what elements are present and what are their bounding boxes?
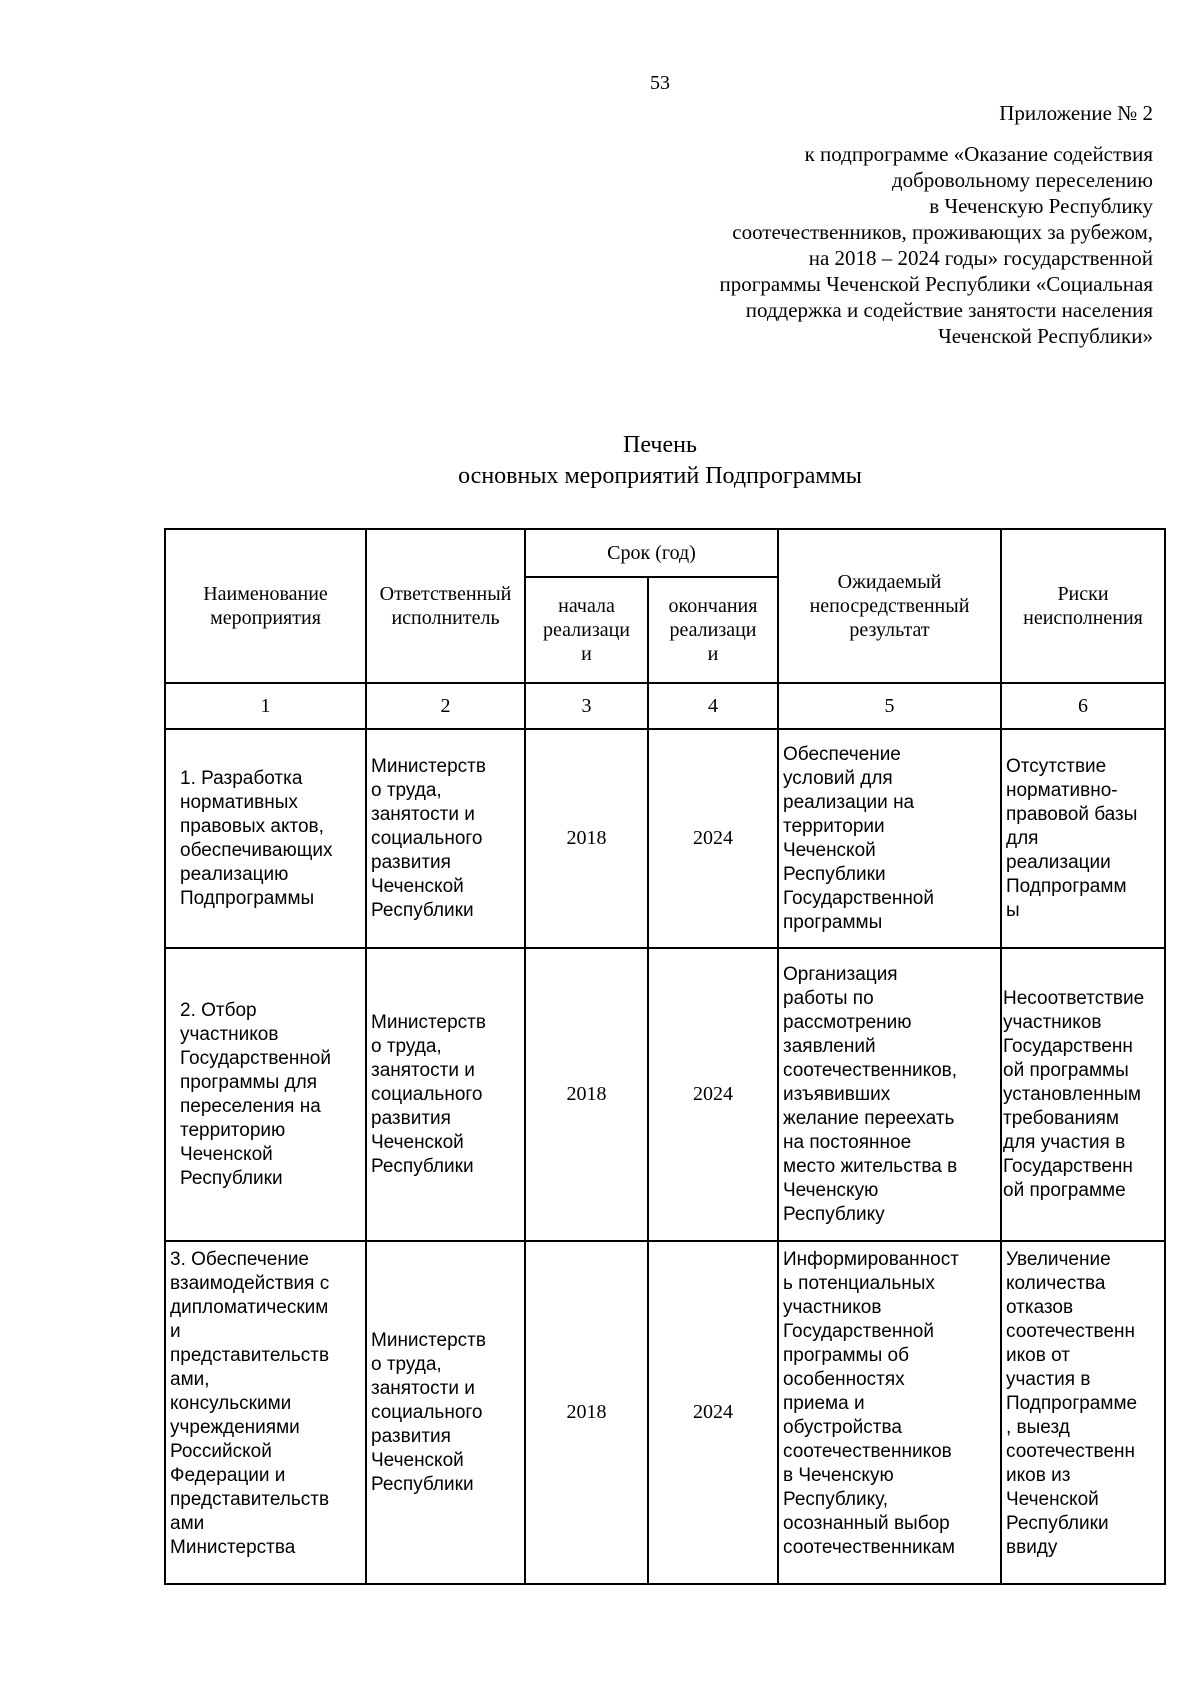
appendix-line: поддержка и содействие занятости населения — [745, 298, 1153, 322]
event-start-year: 2018 — [525, 1241, 648, 1584]
events-table — [164, 528, 1166, 1585]
event-risks: Несоответствие участников Государственн ой программы установленным требованиям для участия в Государственн ой программе — [1001, 948, 1165, 1241]
event-name: 3. Обеспечение взаимодействия с дипломатическим и представительств ами, консульскими учреждениями Российской Федерации и представительств ами Министерства — [165, 1241, 366, 1584]
column-number: 4 — [648, 683, 778, 729]
column-number: 1 — [165, 683, 366, 729]
header-end: окончания реализаци и — [648, 577, 778, 683]
event-end-year: 2024 — [648, 729, 778, 948]
appendix-reference — [593, 141, 1153, 349]
event-name: 2. Отбор участников Государственной программы для переселения на территорию Чеченской Республики — [165, 948, 366, 1241]
header-executor: Ответственный исполнитель — [366, 529, 525, 683]
event-result: Обеспечение условий для реализации на территории Чеченской Республики Государственной программы — [778, 729, 1001, 948]
event-executor: Министерств о труда, занятости и социального развития Чеченской Республики — [366, 1241, 525, 1584]
event-risks: Отсутствие нормативно- правовой базы для реализации Подпрограмм ы — [1001, 729, 1165, 948]
header-result: Ожидаемый непосредственный результат — [778, 529, 1001, 683]
document-title-line2: основных мероприятий Подпрограммы — [458, 463, 862, 489]
appendix-line: программы Чеченской Республики «Социальная — [719, 272, 1153, 296]
header-start: начала реализаци и — [525, 577, 648, 683]
column-number: 3 — [525, 683, 648, 729]
event-name: 1. Разработка нормативных правовых актов, обеспечивающих реализацию Подпрограммы — [165, 729, 366, 948]
event-executor: Министерств о труда, занятости и социального развития Чеченской Республики — [366, 948, 525, 1241]
appendix-line: в Чеченскую Республику — [929, 194, 1153, 218]
header-term: Срок (год) — [525, 529, 778, 577]
event-start-year: 2018 — [525, 948, 648, 1241]
appendix-line: на 2018 – 2024 годы» государственной — [808, 246, 1153, 270]
appendix-line: соотечественников, проживающих за рубежом, — [732, 220, 1153, 244]
appendix-line: к подпрограмме «Оказание содействия — [804, 142, 1153, 166]
column-number: 6 — [1001, 683, 1165, 729]
event-result: Информированност ь потенциальных участников Государственной программы об особенностях приема и обустройства соотечественников в Чеченскую Республику, осознанный выбор соотечественникам — [778, 1241, 1001, 1584]
event-end-year: 2024 — [648, 1241, 778, 1584]
event-result: Организация работы по рассмотрению заявлений соотечественников, изъявивших желание переехать на постоянное место жительства в Чеченскую Республику — [778, 948, 1001, 1241]
appendix-line: Чеченской Республики» — [938, 324, 1153, 348]
appendix-title: Приложение № 2 — [999, 101, 1153, 125]
appendix-line: добровольному переселению — [891, 168, 1153, 192]
column-number: 2 — [366, 683, 525, 729]
event-risks: Увеличение количества отказов соотечественн иков от участия в Подпрограмме , выезд соотечественн иков из Чеченской Республики ввиду — [1001, 1241, 1165, 1584]
document-title — [0, 430, 1200, 492]
table-row — [165, 1241, 1165, 1584]
header-risks: Риски неисполнения — [1001, 529, 1165, 683]
page-number: 53 — [650, 72, 670, 94]
column-number: 5 — [778, 683, 1001, 729]
event-executor: Министерств о труда, занятости и социального развития Чеченской Республики — [366, 729, 525, 948]
table-row — [165, 729, 1165, 948]
header-name: Наименование мероприятия — [165, 529, 366, 683]
event-end-year: 2024 — [648, 948, 778, 1241]
table-row — [165, 948, 1165, 1241]
document-title-line1: Печень — [623, 432, 697, 458]
event-start-year: 2018 — [525, 729, 648, 948]
